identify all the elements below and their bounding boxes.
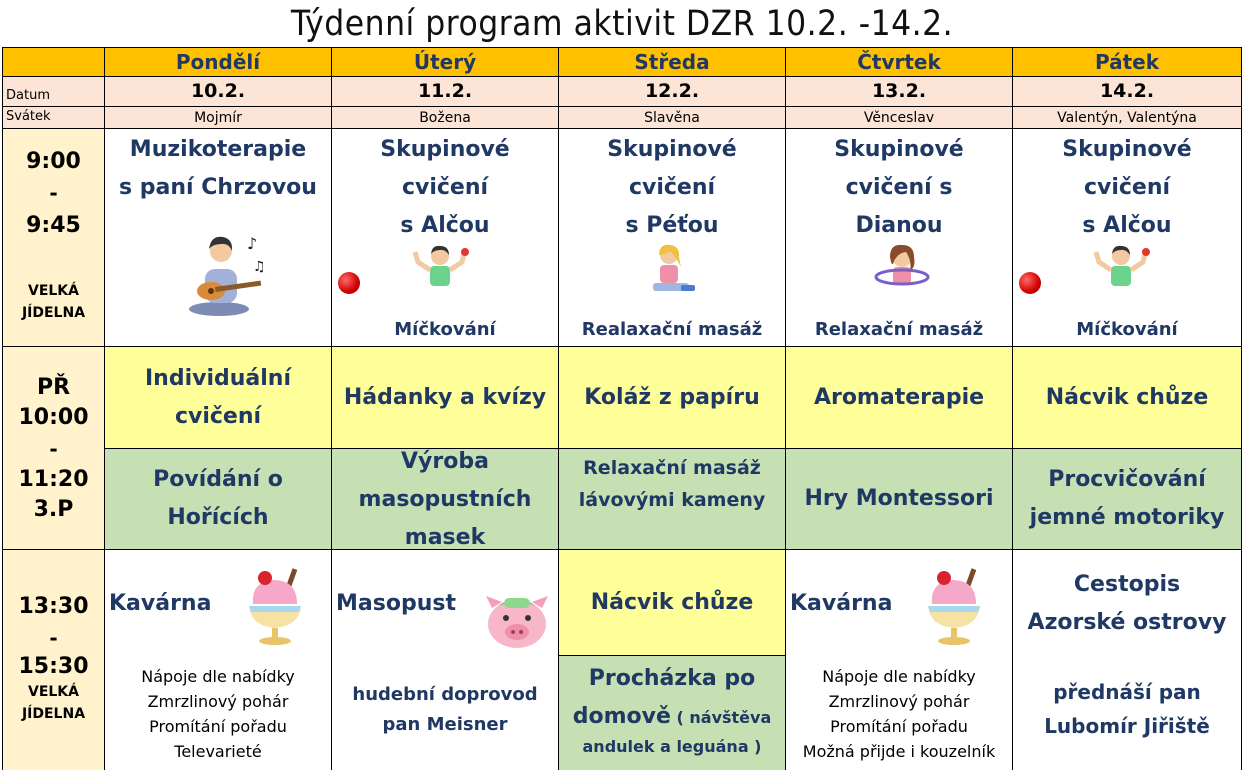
- detail-line: Nápoje dle nabídky: [141, 667, 295, 686]
- date-tue: 11.2.: [332, 77, 559, 107]
- activity-fri-midday-bottom: [1013, 449, 1242, 550]
- time-morning: [3, 129, 105, 347]
- activity-title-line2: [559, 698, 785, 737]
- activity-wed-afternoon-top: [559, 550, 786, 656]
- time-end: 11:20: [18, 467, 89, 492]
- activity-title-line: cvičení: [628, 175, 716, 200]
- place-line1: VELKÁ: [27, 684, 79, 700]
- activity-title-line: s paní Chrzovou: [119, 175, 317, 200]
- activity-title-line: masopustních: [358, 487, 532, 512]
- place-line1: VELKÁ: [27, 283, 79, 299]
- activity-thu-morning: [786, 129, 1013, 347]
- time-start: 9:00: [26, 149, 81, 174]
- detail-line: Zmrzlinový pohár: [828, 692, 970, 711]
- day-header-tue: Úterý: [332, 48, 559, 77]
- activity-title-line: Cestopis: [1073, 572, 1181, 597]
- activity-mon-morning: [105, 129, 332, 347]
- activity-title-line: andulek a leguána ): [582, 737, 762, 756]
- page-title: Týdenní program aktivit DZR 10.2. -14.2.: [290, 4, 954, 44]
- activity-title: Kavárna: [109, 591, 212, 616]
- datum-label: Datum: [3, 77, 105, 107]
- activity-title-line: Skupinové: [607, 137, 737, 162]
- activity-title-line: Skupinové: [834, 137, 964, 162]
- red-ball-icon: [338, 272, 360, 294]
- fitness-woman-icon: [1091, 244, 1151, 288]
- activity-wed-midday-bottom: [559, 449, 786, 550]
- activity-sub: Míčkování: [1076, 319, 1178, 340]
- nameday-tue: Božena: [332, 107, 559, 129]
- activity-title-line: cvičení s: [845, 175, 953, 200]
- place-line2: JÍDELNA: [21, 305, 86, 321]
- nameday-thu: Věnceslav: [786, 107, 1013, 129]
- activity-title-line: cvičení: [401, 175, 489, 200]
- activity-title: Kavárna: [790, 591, 893, 616]
- detail-line: Promítání pořadu: [149, 717, 287, 736]
- activity-fri-afternoon: [1013, 550, 1242, 770]
- activity-tue-morning: [332, 129, 559, 347]
- activity-mon-afternoon: [105, 550, 332, 770]
- svatek-label: Svátek: [3, 107, 105, 129]
- activity-tue-midday-top: [332, 347, 559, 449]
- fitness-woman-icon: [410, 244, 470, 288]
- day-header-thu: Čtvrtek: [786, 48, 1013, 77]
- time-end: 15:30: [18, 654, 89, 679]
- activity-title-part: domově: [572, 704, 671, 729]
- detail-line: Nápoje dle nabídky: [822, 667, 976, 686]
- detail-line: přednáší pan: [1053, 680, 1201, 704]
- activity-sub: Míčkování: [394, 319, 496, 340]
- activity-title-line: Relaxační masáž: [583, 457, 761, 479]
- svg-text:♫: ♫: [253, 259, 266, 275]
- activity-title-line: Procvičování: [1048, 467, 1206, 492]
- activity-title-line: Hry Montessori: [804, 486, 994, 511]
- activity-sub: Relaxační masáž: [814, 319, 984, 340]
- time-start: 13:30: [18, 594, 89, 619]
- detail-line: hudební doprovod: [352, 684, 538, 705]
- activity-thu-afternoon: [786, 550, 1013, 770]
- yoga-woman-icon: [643, 243, 699, 295]
- activity-title-line: s Alčou: [400, 213, 490, 238]
- time-dash: -: [49, 181, 58, 205]
- time-prefix: PŘ: [36, 375, 71, 400]
- ice-cream-cup-icon: [922, 564, 986, 648]
- activity-thu-midday-top: [786, 347, 1013, 449]
- detail-line: pan Meisner: [382, 714, 508, 735]
- red-ball-icon: [1019, 272, 1041, 294]
- activity-title-line: Muzikoterapie: [129, 137, 307, 162]
- activity-sub: Realaxační masáž: [581, 319, 763, 340]
- svg-text:♪: ♪: [247, 234, 258, 253]
- activity-title-line: Aromaterapie: [813, 384, 985, 410]
- date-mon: 10.2.: [105, 77, 332, 107]
- activity-title-line: Individuální: [144, 365, 292, 391]
- activity-title: Masopust: [336, 591, 456, 616]
- activity-title-line: lávovými kameny: [578, 489, 766, 511]
- activity-wed-afternoon-bottom: [559, 656, 786, 770]
- activity-wed-morning: [559, 129, 786, 347]
- nameday-mon: Mojmír: [105, 107, 332, 129]
- date-thu: 13.2.: [786, 77, 1013, 107]
- corner-cell: [3, 48, 105, 77]
- activity-title-line: Azorské ostrovy: [1027, 610, 1227, 635]
- activity-title-line: Výroba: [401, 449, 489, 474]
- activity-title-part: ( návštěva: [670, 708, 772, 727]
- ice-cream-cup-icon: [243, 564, 307, 648]
- activity-title-line: masek: [404, 525, 486, 550]
- activity-title-line: Hádanky a kvízy: [343, 384, 547, 410]
- date-fri: 14.2.: [1013, 77, 1242, 107]
- nameday-wed: Slavěna: [559, 107, 786, 129]
- day-header-mon: Pondělí: [105, 48, 332, 77]
- activity-tue-afternoon: [332, 550, 559, 770]
- activity-title-line: cvičení: [174, 403, 262, 429]
- date-wed: 12.2.: [559, 77, 786, 107]
- day-header-fri: Pátek: [1013, 48, 1242, 77]
- detail-line: Možná přijde i kouzelník: [802, 742, 996, 761]
- activity-fri-midday-top: [1013, 347, 1242, 449]
- time-afternoon: [3, 550, 105, 770]
- time-midday: [3, 347, 105, 550]
- activity-title-line: Skupinové: [380, 137, 510, 162]
- activity-thu-midday-bottom: [786, 449, 1013, 550]
- activity-title-line: s Péťou: [625, 213, 719, 238]
- activity-title-line: Dianou: [855, 213, 943, 238]
- activity-wed-midday-top: [559, 347, 786, 449]
- time-dash: -: [49, 626, 58, 650]
- place: 3.P: [33, 497, 74, 522]
- activity-mon-midday-bottom: [105, 449, 332, 550]
- pig-mask-icon: [484, 594, 550, 650]
- detail-line: Zmrzlinový pohár: [147, 692, 289, 711]
- activity-title: Nácvik chůze: [590, 589, 754, 615]
- activity-title-line: Hořících: [167, 505, 269, 530]
- activity-tue-midday-bottom: [332, 449, 559, 550]
- time-dash: -: [49, 437, 58, 461]
- activity-title-line: cvičení: [1083, 175, 1171, 200]
- activity-title-line: Procházka po: [588, 666, 756, 691]
- detail-line: Televarieté: [174, 742, 262, 761]
- activity-title-line: Povídání o: [153, 467, 283, 492]
- guitarist-icon: [185, 229, 267, 319]
- activity-title-line: Koláž z papíru: [584, 384, 760, 410]
- activity-fri-morning: [1013, 129, 1242, 347]
- activity-title-line: jemné motoriky: [1029, 505, 1225, 530]
- activity-mon-midday-top: [105, 347, 332, 449]
- activity-title-line: s Alčou: [1082, 213, 1172, 238]
- time-end: 9:45: [26, 213, 81, 238]
- place-line2: JÍDELNA: [21, 706, 86, 722]
- activity-title-line: Nácvik chůze: [1045, 384, 1209, 410]
- activity-title-line: Skupinové: [1062, 137, 1192, 162]
- detail-line: Promítání pořadu: [830, 717, 968, 736]
- time-start: 10:00: [18, 405, 89, 430]
- day-header-wed: Středa: [559, 48, 786, 77]
- hula-hoop-icon: [872, 243, 932, 295]
- detail-line: Lubomír Jiřiště: [1044, 714, 1210, 738]
- nameday-fri: Valentýn, Valentýna: [1013, 107, 1242, 129]
